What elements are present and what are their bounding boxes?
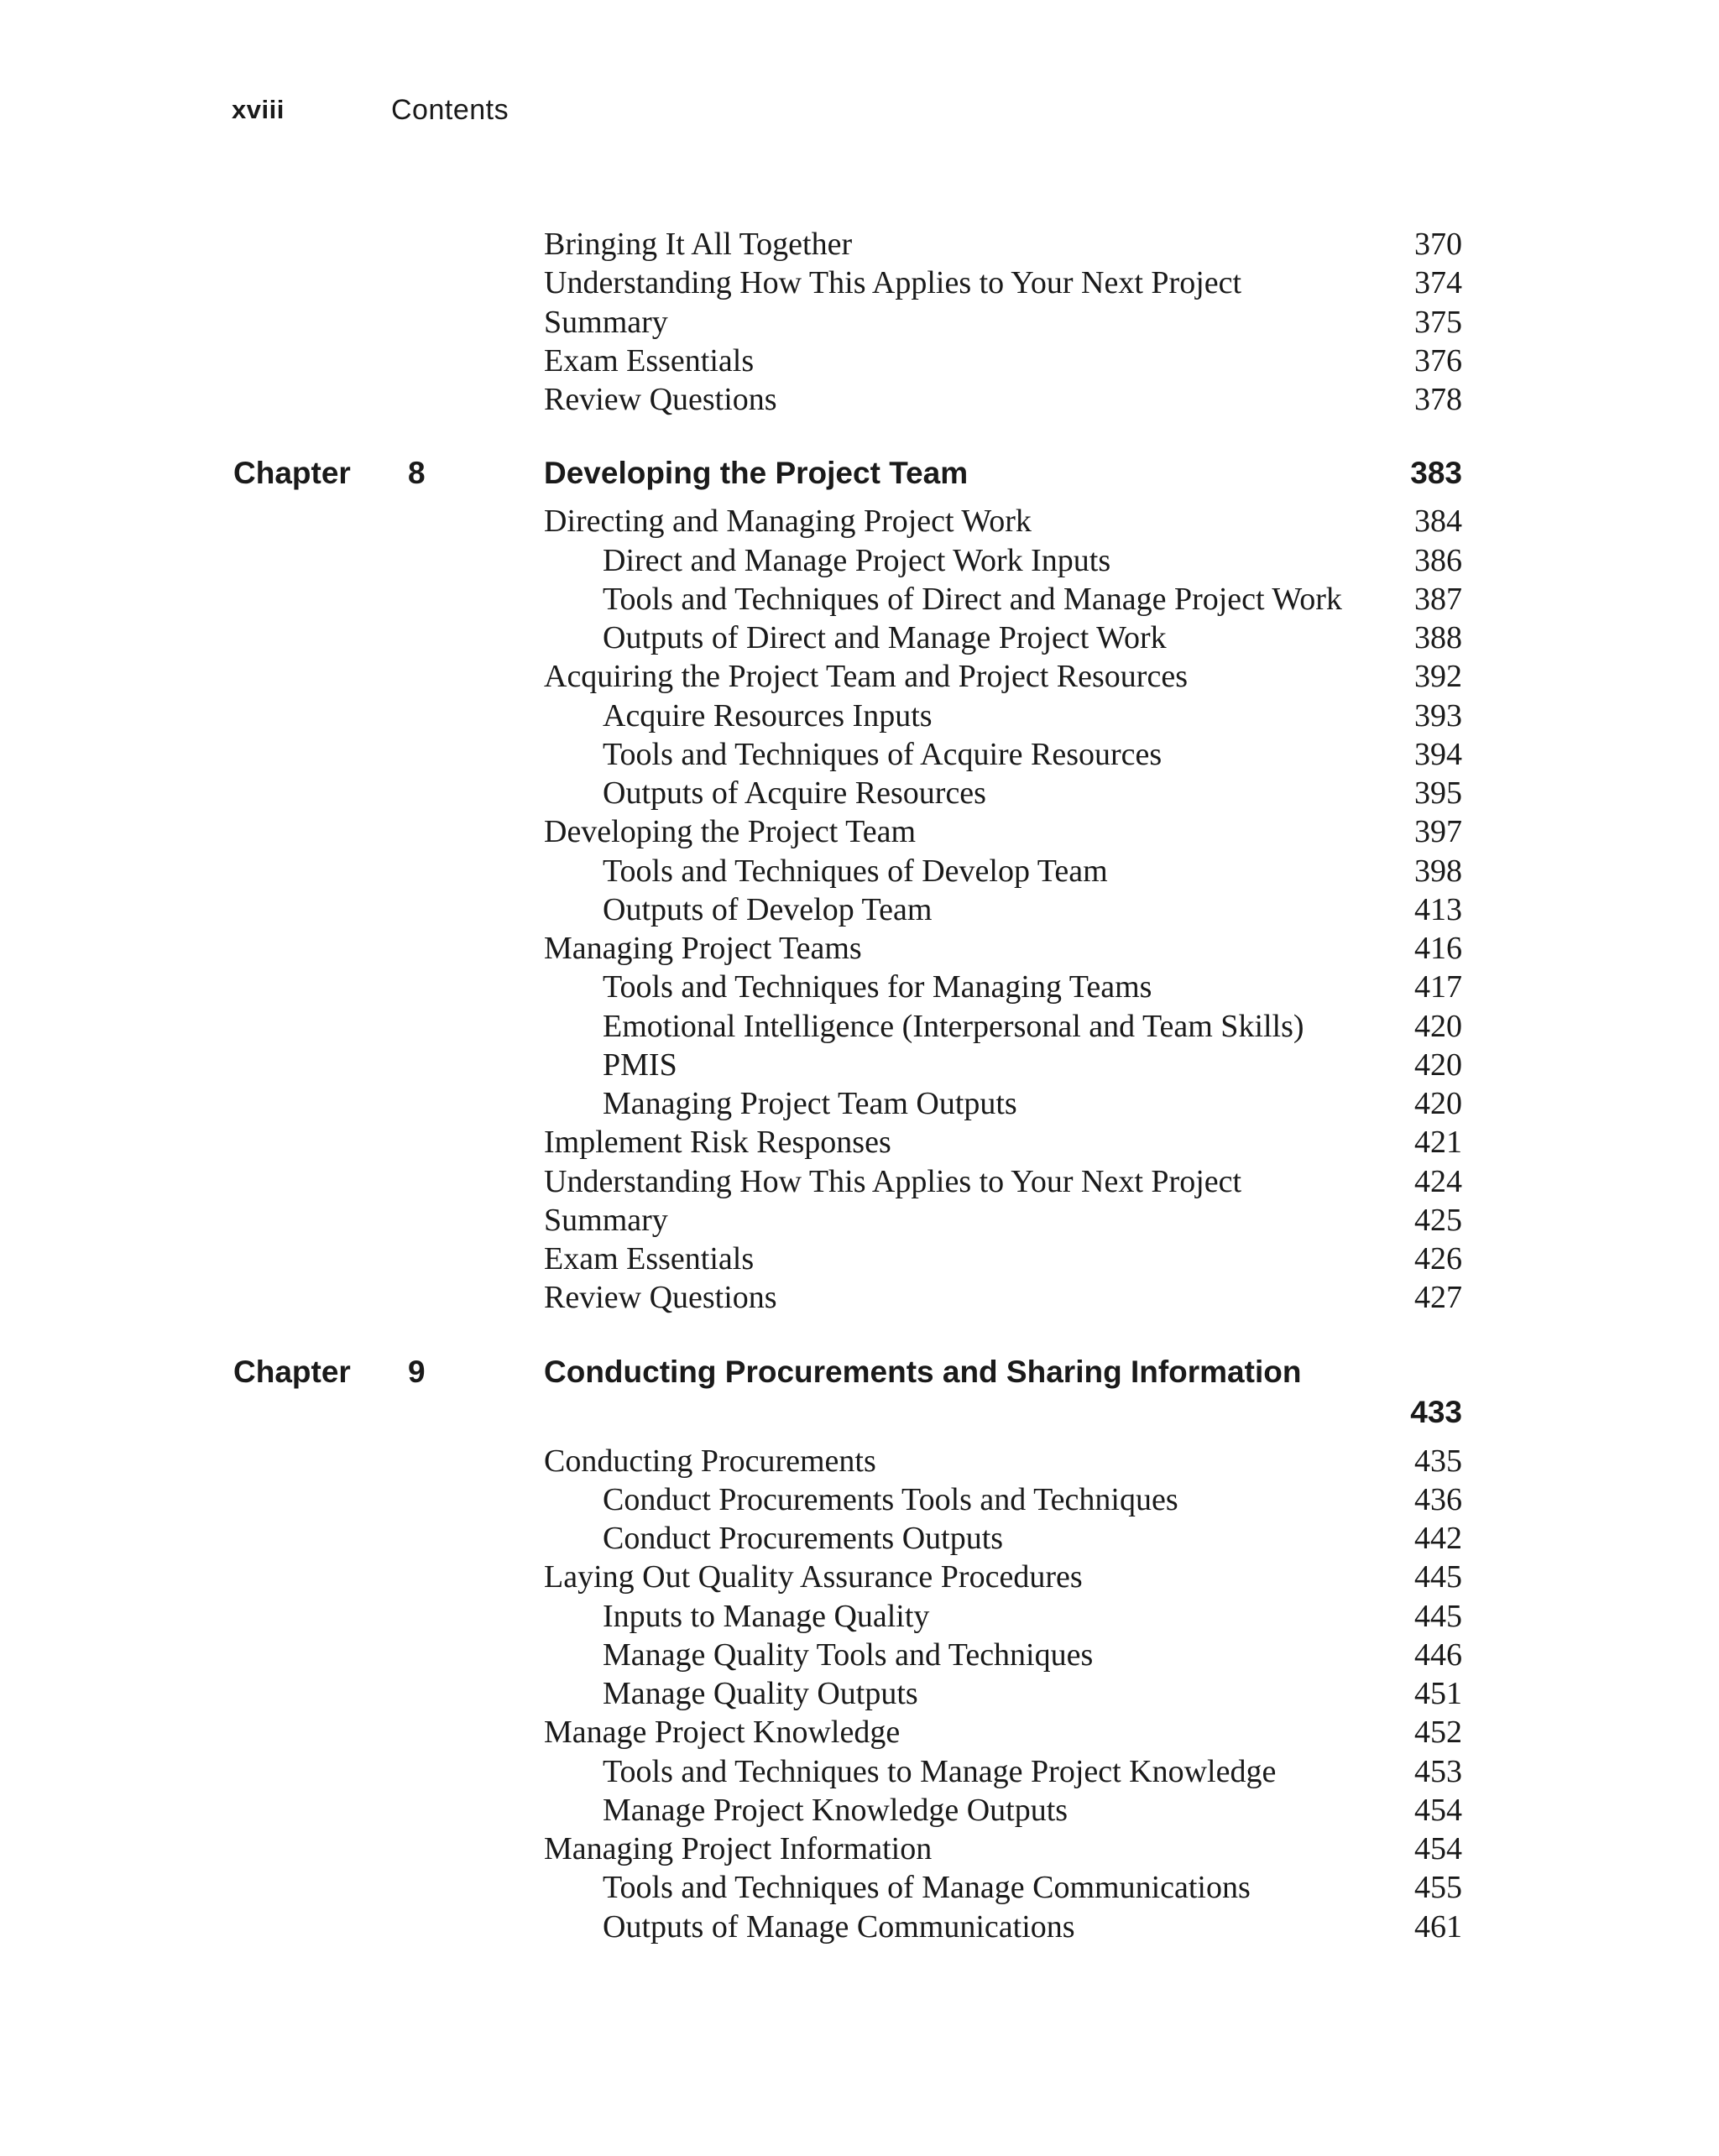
toc-entry [0,1830,1719,1868]
entry-page-number: 376 [1414,342,1462,378]
chapter-page-number: 433 [1410,1394,1462,1429]
entry-title: Conducting Procurements [544,1443,876,1479]
entry-title: Manage Project Knowledge Outputs [603,1792,1068,1828]
entry-page-number: 461 [1414,1908,1462,1945]
entry-page-number: 445 [1414,1598,1462,1634]
entry-title: Outputs of Manage Communications [603,1908,1075,1945]
entry-title: Developing the Project Team [544,814,917,850]
entry-page-number: 397 [1414,814,1462,850]
toc-subentry [0,968,1719,1006]
toc-subentry [0,619,1719,657]
chapter-title: Conducting Procurements and Sharing Information [544,1354,1302,1389]
entry-page-number: 451 [1414,1676,1462,1711]
entry-title: Implement Risk Responses [544,1125,891,1161]
chapter-number: 8 [408,456,426,491]
entry-title: Managing Project Information [544,1831,933,1866]
toc-entry [0,1442,1719,1480]
toc-subentry [0,541,1719,580]
entry-page-number: 392 [1414,659,1462,695]
entry-page-number: 393 [1414,697,1462,733]
entry-page-number: 387 [1414,581,1462,617]
toc-subentry [0,1046,1719,1084]
toc-entry [0,1713,1719,1751]
entry-title: Managing Project Team Outputs [603,1086,1017,1121]
entry-title: Inputs to Manage Quality [603,1598,930,1634]
running-head [232,89,509,131]
toc-subentry [0,774,1719,812]
entry-title: Tools and Techniques of Acquire Resources [603,736,1163,772]
entry-page-number: 413 [1414,891,1462,927]
chapter-heading [0,1349,1719,1435]
entry-page-number: 427 [1414,1280,1462,1316]
entry-title: Directing and Managing Project Work [544,504,1032,540]
entry-page-number: 416 [1414,931,1462,966]
entry-title: Conduct Procurements Outputs [603,1521,1004,1556]
entry-title: Laying Out Quality Assurance Procedures [544,1559,1083,1595]
entry-page-number: 446 [1414,1637,1462,1673]
entry-title: Tools and Techniques to Manage Project Knowledge [603,1753,1277,1789]
chapter-label: Chapter [233,456,351,491]
toc-entry [0,657,1719,696]
entry-page-number: 375 [1414,304,1462,340]
toc-subentry [0,1084,1719,1123]
toc-entry [0,1201,1719,1240]
chapter-label: Chapter [233,1354,351,1389]
entry-title: Review Questions [544,382,777,417]
entry-title: Outputs of Acquire Resources [603,775,986,811]
entry-title: Tools and Techniques of Manage Communications [603,1870,1251,1906]
toc-subentry [0,1519,1719,1558]
toc-subentry [0,1791,1719,1830]
entry-title: Manage Quality Tools and Techniques [603,1637,1094,1673]
entry-title: Review Questions [544,1280,777,1316]
page-folio: xviii [232,95,285,124]
toc-subentry [0,1674,1719,1713]
toc-subentry [0,1636,1719,1674]
entry-page-number: 420 [1414,1047,1462,1083]
entry-page-number: 394 [1414,736,1462,772]
entry-page-number: 420 [1414,1008,1462,1044]
entry-title: Acquiring the Project Team and Project Resources [544,659,1188,695]
entry-title: PMIS [603,1047,677,1083]
chapter-spacer [0,419,1719,451]
toc-entry [0,929,1719,968]
toc-entry [0,1162,1719,1201]
entry-page-number: 417 [1414,969,1462,1005]
toc-subentry [0,1908,1719,1946]
entry-page-number: 442 [1414,1521,1462,1556]
toc-entry [0,812,1719,851]
entry-page-number: 384 [1414,504,1462,540]
entry-page-number: 386 [1414,542,1462,578]
entry-title: Exam Essentials [544,342,755,378]
toc-entry [0,502,1719,540]
entry-title: Manage Quality Outputs [603,1676,918,1711]
entry-page-number: 436 [1414,1481,1462,1517]
toc-entry [0,342,1719,380]
toc-subentry [0,1868,1719,1907]
toc-entry [0,303,1719,342]
entry-title: Conduct Procurements Tools and Techniques [603,1481,1178,1517]
toc-entry [0,1278,1719,1317]
entry-title: Summary [544,1202,668,1238]
entry-page-number: 445 [1414,1559,1462,1595]
entry-title: Outputs of Direct and Manage Project Work [603,620,1167,655]
entry-page-number: 374 [1414,265,1462,301]
chapter-number: 9 [408,1354,426,1389]
entry-title: Emotional Intelligence (Interpersonal and Team Skills) [603,1008,1304,1044]
entry-page-number: 421 [1414,1125,1462,1161]
toc-subentry [0,1752,1719,1791]
entry-page-number: 454 [1414,1792,1462,1828]
toc-subentry [0,890,1719,929]
toc-subentry [0,1597,1719,1636]
entry-page-number: 420 [1414,1086,1462,1121]
entry-title: Outputs of Develop Team [603,891,933,927]
entry-page-number: 424 [1414,1163,1462,1199]
chapter-title: Developing the Project Team [544,456,969,491]
entry-title: Managing Project Teams [544,931,862,966]
toc-subentry [0,697,1719,735]
entry-title: Tools and Techniques for Managing Teams [603,969,1152,1005]
entry-title: Bringing It All Together [544,227,853,262]
entry-title: Exam Essentials [544,1241,755,1276]
entry-page-number: 378 [1414,382,1462,417]
entry-page-number: 435 [1414,1443,1462,1479]
toc-entry [0,1240,1719,1278]
entry-title: Direct and Manage Project Work Inputs [603,542,1111,578]
toc-subentry [0,1007,1719,1046]
entry-page-number: 455 [1414,1870,1462,1906]
entry-title: Manage Project Knowledge [544,1715,901,1751]
entry-title: Tools and Techniques of Develop Team [603,853,1108,889]
entry-title: Summary [544,304,668,340]
toc-entry [0,380,1719,419]
toc-subentry [0,1480,1719,1519]
entry-page-number: 453 [1414,1753,1462,1789]
entry-page-number: 398 [1414,853,1462,889]
chapter-spacer [0,1318,1719,1349]
entry-page-number: 452 [1414,1715,1462,1751]
running-head-title: Contents [391,93,509,126]
entry-page-number: 426 [1414,1241,1462,1276]
toc-entry [0,1558,1719,1596]
chapter-heading [0,451,1719,496]
entry-title: Understanding How This Applies to Your Next Project [544,1163,1242,1199]
toc-subentry [0,852,1719,890]
entry-page-number: 388 [1414,620,1462,655]
entry-page-number: 454 [1414,1831,1462,1866]
entry-title: Tools and Techniques of Direct and Manage Project Work [603,581,1342,617]
entry-page-number: 370 [1414,227,1462,262]
table-of-contents [0,225,1719,1946]
toc-entry [0,264,1719,302]
entry-page-number: 425 [1414,1202,1462,1238]
entry-page-number: 395 [1414,775,1462,811]
toc-entry [0,225,1719,264]
entry-title: Understanding How This Applies to Your Next Project [544,265,1242,301]
chapter-page-number: 383 [1410,456,1462,491]
entry-title: Acquire Resources Inputs [603,697,933,733]
toc-entry [0,1123,1719,1162]
toc-subentry [0,735,1719,774]
toc-subentry [0,580,1719,619]
